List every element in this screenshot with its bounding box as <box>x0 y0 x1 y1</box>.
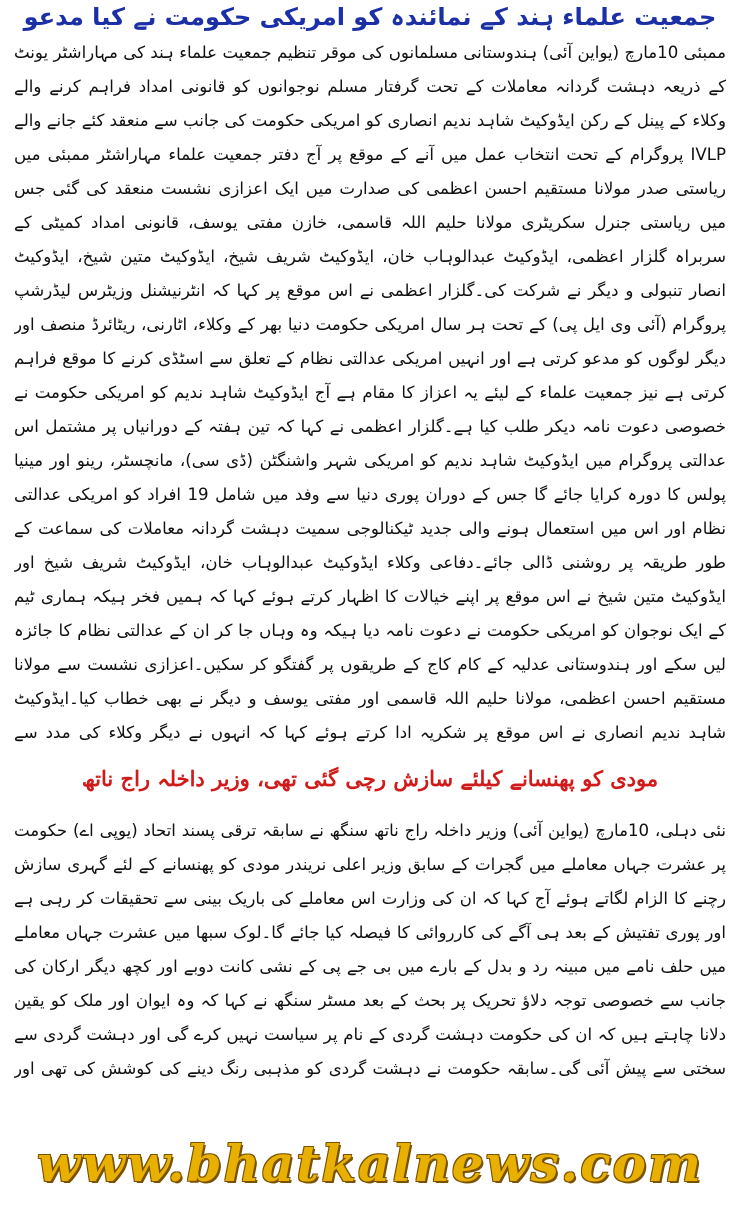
article-1-body: ممبئی 10مارچ (یواین آئی) ہندوستانی مسلمانوں کی موقر تنظیم جمعیت علماء ہند کی مہاراشٹر یونٹ کے ذریعہ دہشت گردانہ معاملات کے تحت گرفتار مسلم نوجوانوں کو قانونی امداد فراہم کرنے والے وکلاء کے پینل کے رکن ایڈوکیٹ شاہد ندیم انصاری کو امریکی حکومت کی جانب سے منعقد کئے جانے والے IVLP پروگرام کے تحت انتخاب عمل میں آنے کے موقع پر آج دفتر جمعیت علماء مہاراشٹر ممبئی میں ریاستی صدر مولانا مستقیم احسن اعظمی کی صدارت میں ایک اعزازی نشست منعقد کی گئی جس میں ریاستی جنرل سکریٹری مولانا حلیم اللہ قاسمی، خازن مفتی یوسف، قانونی امداد کمیٹی کے سربراہ گلزار اعظمی، ایڈوکیٹ عبدالوہاب خان، ایڈوکیٹ شریف شیخ، ایڈوکیٹ متین شیخ، ایڈوکیٹ انصار تنبولی و دیگر نے شرکت کی۔گلزار اعظمی نے اس موقع پر کہا کہ انٹرنیشنل وزیٹرس لیڈرشپ پروگرام (آئی وی ایل پی) کے تحت ہر سال امریکی حکومت دنیا بھر کے وکلاء، اٹارنی، ریٹائرڈ منصف اور دیگر لوگوں کو مدعو کرتی ہے اور انہیں امریکی عدالتی نظام کے تعلق سے اسٹڈی کرنے کا موقع فراہم کرتی ہے نیز جمعیت علماء کے لیئے یہ اعزاز کا مقام ہے آج ایڈوکیٹ شاہد ندیم کو امریکی حکومت نے خصوصی دعوت نامہ دیکر طلب کیا ہے۔گلزار اعظمی نے کہا کہ تین ہفتہ کے دورانیاں پر مشتمل اس عدالتی پروگرام میں ایڈوکیٹ شاہد ندیم کو امریکی شہر واشنگٹن (ڈی سی)، مانچسٹر، رینو اور مینیا پولس کا دورہ کرایا جائے گا جس کے دوران پوری دنیا سے وفد میں شامل 19 افراد کو امریکی عدالتی نظام اور اس میں استعمال ہونے والی جدید ٹیکنالوجی سمیت دہشت گردانہ معاملات کی سماعت کے طور طریقہ پر روشنی ڈالی جائے۔دفاعی وکلاء ایڈوکیٹ عبدالوہاب خان، ایڈوکیٹ شریف شیخ اور ایڈوکیٹ متین شیخ نے اس موقع پر اپنے خیالات کا اظہار کرتے ہوئے کہا کہ ہمیں فخر ہیکہ ہماری ٹیم کے ایک نوجوان کو امریکی حکومت نے دعوت نامہ دیا ہیکہ وہ وہاں جا کر ان کے عدالتی نظام کا جائزہ لیں سکے اور ہندوستانی عدلیہ کے کام کاج کے طریقوں پر گفتگو کر سکیں۔اعزازی نشست سے مولانا مستقیم احسن اعظمی، مولانا حلیم اللہ قاسمی اور مفتی یوسف و دیگر نے بھی خطاب کیا۔ایڈوکیٹ شاہد ندیم انصاری نے اس موقع پر شکریہ ادا کرتے ہوئے کہا کہ انہوں نے دیگر وکلاء کی مدد سے <box>14 43 726 742</box>
website-logo-text[interactable]: www.bhatkalnews.com <box>37 1134 703 1193</box>
article-2-body: نئی دہلی، 10مارچ (یواین آئی) وزیر داخلہ راج ناتھ سنگھ نے سابقہ ترقی پسند اتحاد (یوپی اے) حکومت پر عشرت جہاں معاملے میں گجرات کے سابق وزیر اعلی نریندر مودی کو پھنسانے کے لئے گہری سازش رچنے کا الزام لگاتے ہوئے آج کہا کہ ان کی وزارت اس معاملے کی باریک بینی سے تحقیقات کر رہی ہے اور پوری تفتیش کے بعد ہی آگے کی کارروائی کا فیصلہ کیا جائے گا۔لوک سبھا میں عشرت جہاں معاملے میں حلف نامے میں مبینہ رد و بدل کے بارے میں بی جے پی کے نشی کانت دوبے اور کچھ دیگر ارکان کی جانب سے خصوصی توجہ دلاؤ تحریک پر بحث کے بعد مسٹر سنگھ نے کہا کہ وہ ایوان اور ملک کو یقین دلانا چاہتے ہیں کہ ان کی حکومت دہشت گردی کے نام پر سیاست نہیں کرے گی اور دہشت گردی سے سختی سے پیش آئی گی۔سابقہ حکومت نے دہشت گردی کو مذہبی رنگ دینے کی کوشش کی تھی اور <box>14 821 726 1078</box>
article-1-headline: جمعیت علماء ہند کے نمائندہ کو امریکی حکومت نے کیا مدعو <box>23 3 717 31</box>
footer-banner <box>0 1132 740 1200</box>
article-2-headline: مودی کو پھنسانے کیلئے سازش رچی گئی تھی، وزیر داخلہ راج ناتھ <box>81 766 659 791</box>
